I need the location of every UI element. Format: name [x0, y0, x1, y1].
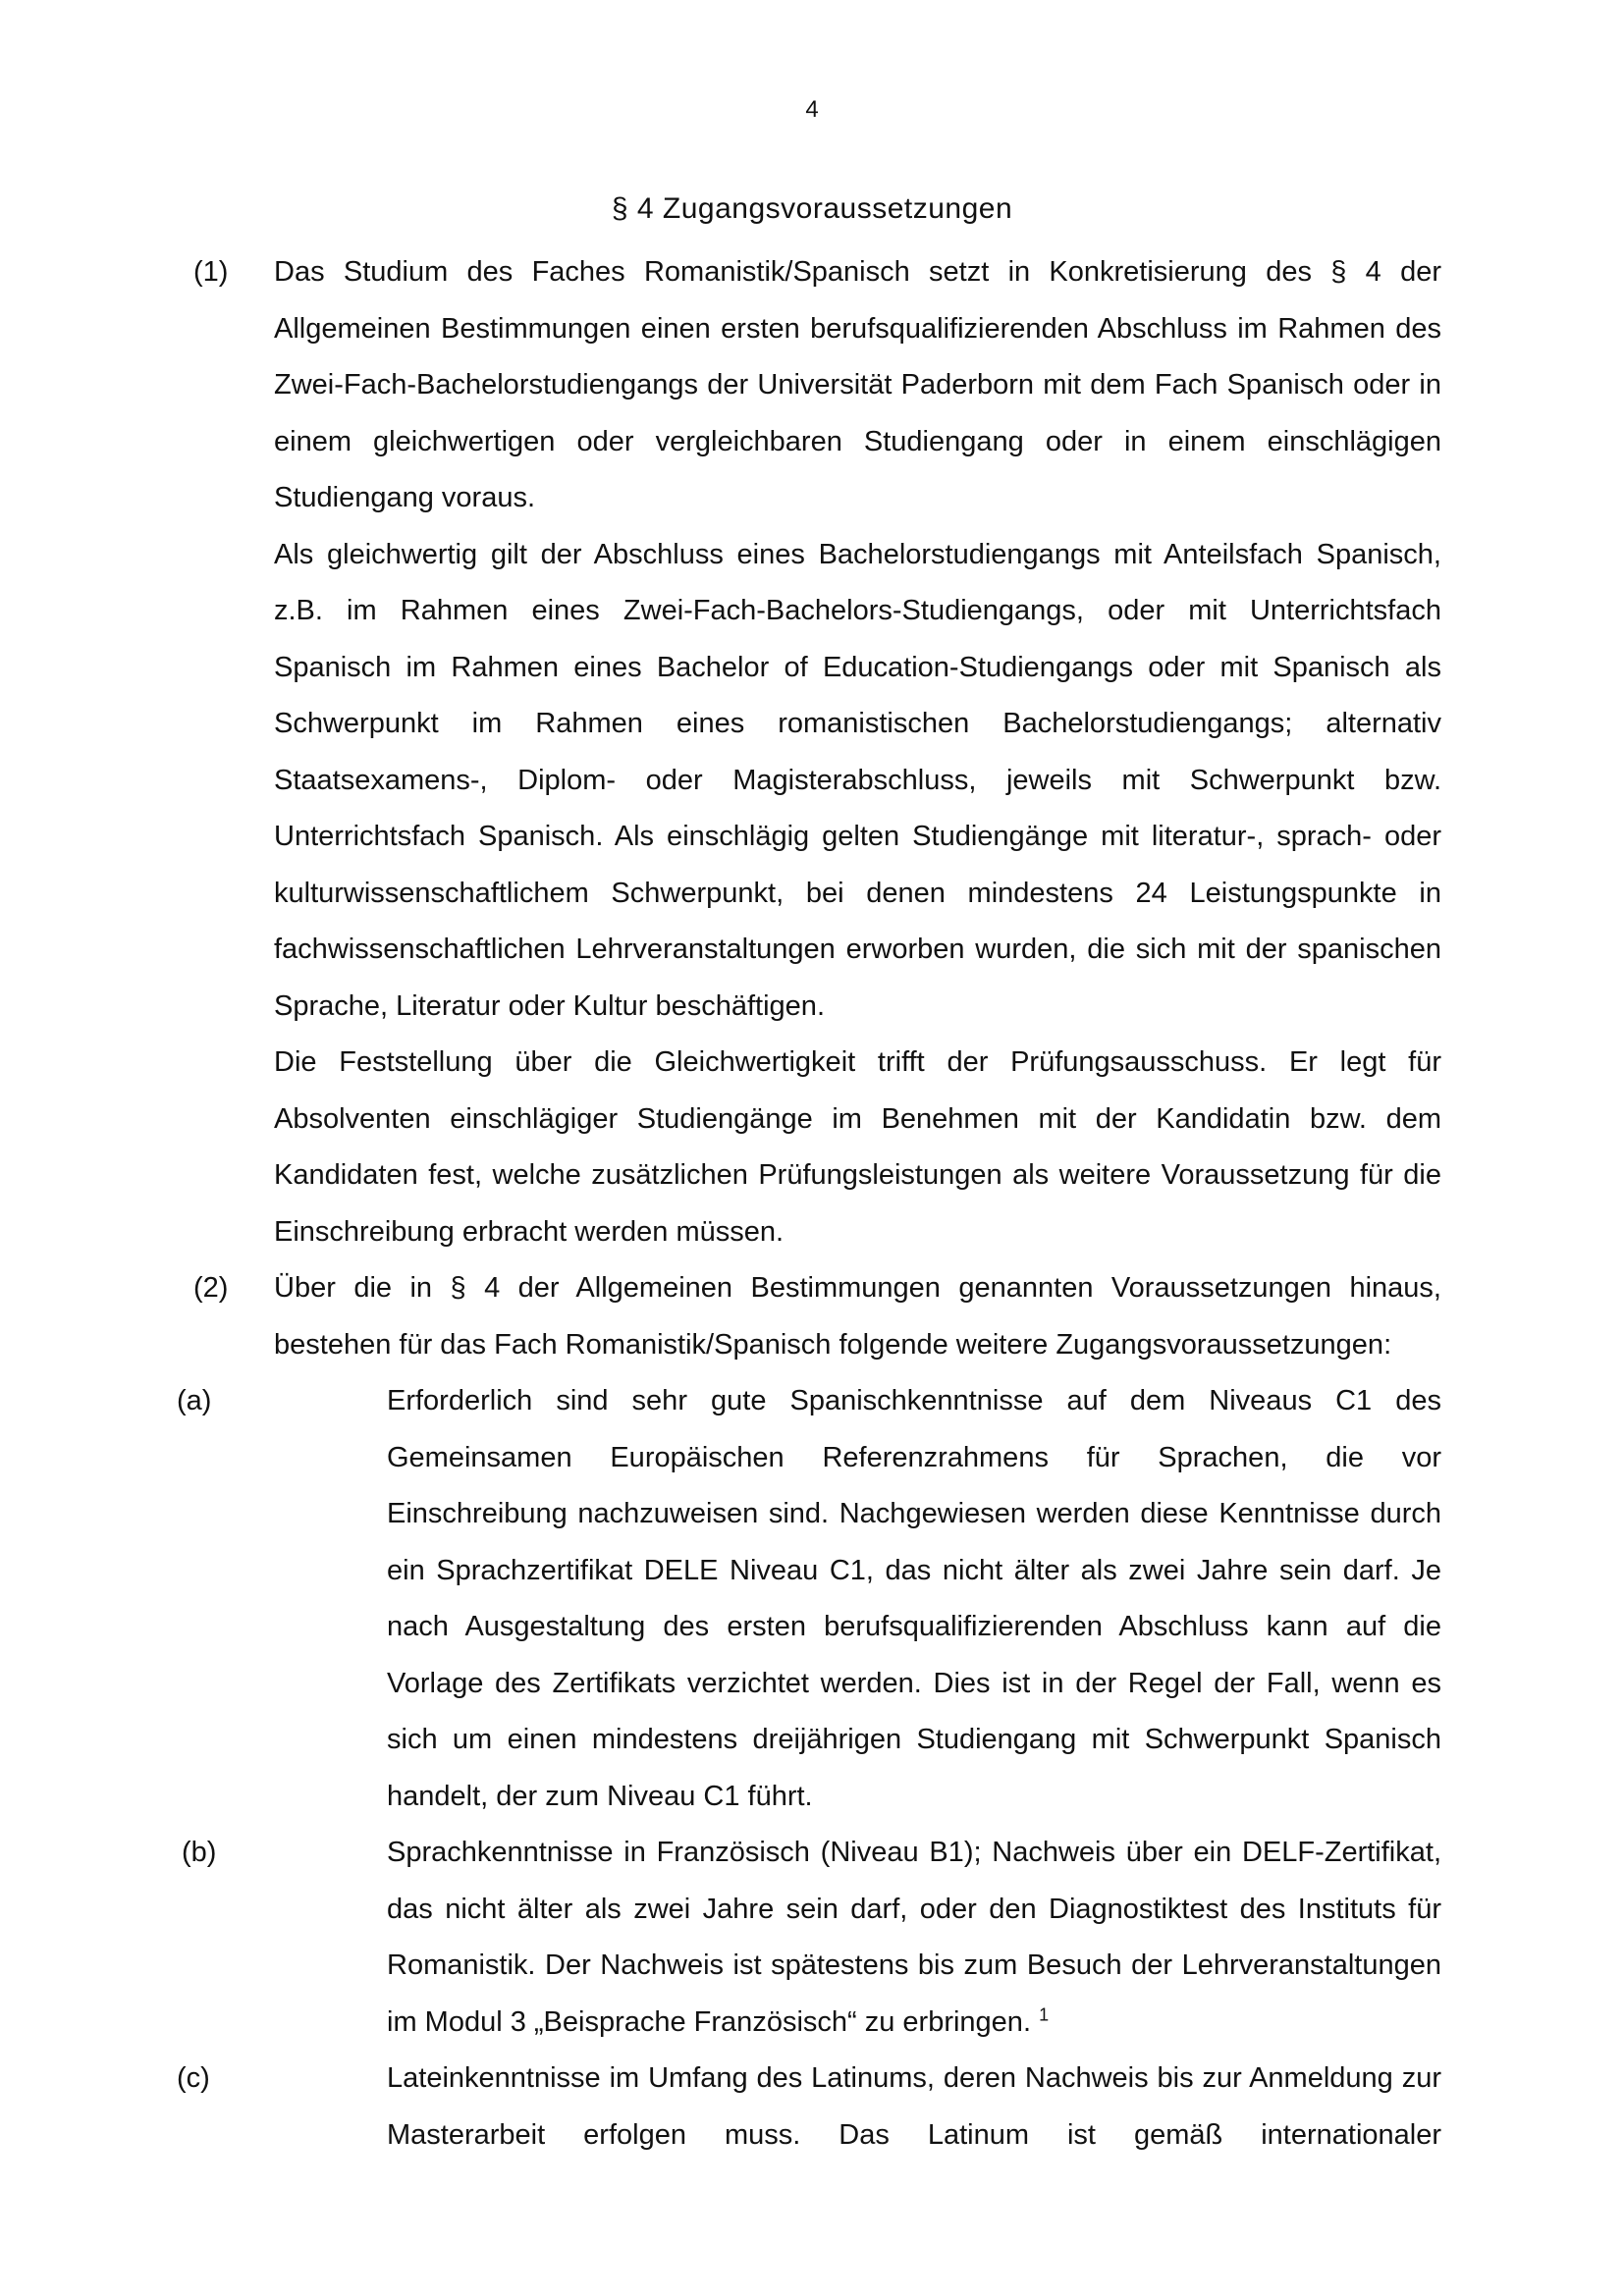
list-item-b: [182, 1825, 1441, 2051]
paragraph-number: (1): [193, 256, 229, 288]
paragraph-text: Als gleichwertig gilt der Abschluss eines Bachelorstudiengangs mit Anteilsfach Spanisch, z.B. im Rahmen eines Zwei-Fach-Bachelors-Studiengangs, oder mit Unterrichtsfach Spanisch im Rahmen eines Bachelor of Education-Studiengangs oder mit Spanisch als Schwerpunkt im Rahmen eines romanistischen Bachelorstudiengangs; alternativ Staatsexamens-, Diplom- oder Magisterabschluss, jeweils mit Schwerpunkt bzw. Unterrichtsfach Spanisch. Als einschlägig gelten Studiengänge mit literatur-, sprach- oder kulturwissenschaftlichem Schwerpunkt, bei denen mindestens 24 Leistungspunkte in fachwissenschaftlichen Lehrveranstaltungen erworben wurden, die sich mit der spanischen Sprache, Literatur oder Kultur beschäftigen.: [274, 538, 1441, 1022]
section-title: § 4 Zugangsvoraussetzungen: [611, 192, 1013, 225]
document-body: [0, 244, 1624, 2163]
footnote-marker: 1: [1039, 2003, 1050, 2024]
list-item-text: Lateinkenntnisse im Umfang des Latinums, deren Nachweis bis zur Anmeldung zur Masterarbeit erfolgen muss. Das Latinum ist gemäß internationaler: [387, 2062, 1441, 2151]
page-number: 4: [805, 96, 819, 123]
list-item-label: (a): [177, 1385, 212, 1416]
list-item-c: [177, 2051, 1441, 2163]
paragraph-2: [0, 1260, 1624, 2163]
list-item-text: Erforderlich sind sehr gute Spanischkenntnisse auf dem Niveaus C1 des Gemeinsamen Europäischen Referenzrahmens für Sprachen, die vor Einschreibung nachzuweisen sind. Nachgewiesen werden diese Kenntnisse durch ein Sprachzertifikat DELE Niveau C1, das nicht älter als zwei Jahre sein darf. Je nach Ausgestaltung des ersten berufsqualifizierenden Abschluss kann auf die Vorlage des Zertifikats verzichtet werden. Dies ist in der Regel der Fall, wenn es sich um einen mindestens dreijährigen Studiengang mit Schwerpunkt Spanisch handelt, der zum Niveau C1 führt.: [387, 1385, 1441, 1812]
paragraph-text: Das Studium des Faches Romanistik/Spanisch setzt in Konkretisierung des § 4 der Allgemeinen Bestimmungen einen ersten berufsqualifizierenden Abschluss im Rahmen des Zwei-Fach-Bachelorstudiengangs der Universität Paderborn mit dem Fach Spanisch oder in einem gleichwertigen oder vergleichbaren Studiengang oder in einem einschlägigen Studiengang voraus.: [274, 256, 1441, 513]
list-item-label: (c): [177, 2062, 210, 2094]
paragraph-number: (2): [193, 1272, 229, 1304]
list-item-a: [177, 1373, 1441, 1825]
paragraph-text: Die Feststellung über die Gleichwertigkeit trifft der Prüfungsausschuss. Er legt für Absolventen einschlägiger Studiengänge im Benehmen mit der Kandidatin bzw. dem Kandidaten fest, welche zusätzlichen Prüfungsleistungen als weitere Voraussetzung für die Einschreibung erbracht werden müssen.: [274, 1046, 1441, 1248]
paragraph-body: [177, 1260, 1441, 2163]
list-item-label: (b): [182, 1837, 217, 1868]
list-item-content: [387, 1825, 1441, 2051]
list-item-text: Sprachkenntnisse in Französisch (Niveau B1); Nachweis über ein DELF-Zertifikat, das nicht älter als zwei Jahre sein darf, oder den Diagnostiktest des Instituts für Romanistik. Der Nachweis ist spätestens bis zum Besuch der Lehrveranstaltungen im Modul 3 „Beisprache Französisch“ zu erbringen.: [387, 1837, 1441, 2038]
paragraph-text: Über die in § 4 der Allgemeinen Bestimmungen genannten Voraussetzungen hinaus, bestehen für das Fach Romanistik/Spanisch folgende weitere Zugangsvoraussetzungen:: [274, 1272, 1441, 1361]
paragraph-body: [274, 244, 1441, 1260]
paragraph-1: [0, 244, 1624, 1260]
